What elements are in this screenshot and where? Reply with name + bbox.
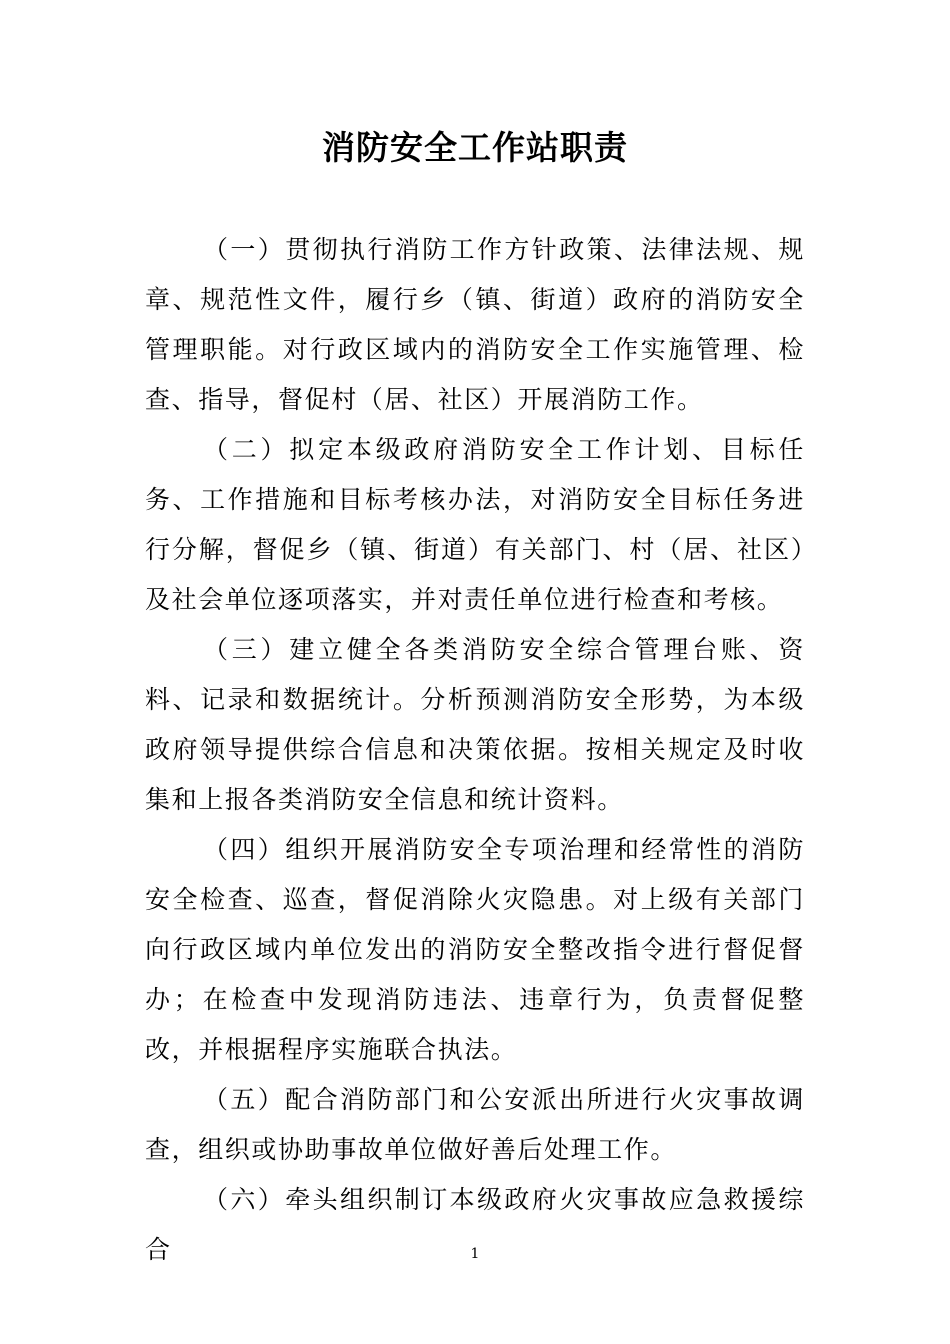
paragraph-2: （二）拟定本级政府消防安全工作计划、目标任务、工作措施和目标考核办法，对消防安全目标任务进行分解，督促乡（镇、街道）有关部门、村（居、社区）及社会单位逐项落实，并对责任单位进行检查和考核。 [145, 435, 805, 614]
paragraph-6: （六）牵头组织制订本级政府火灾事故应急救援综合 [145, 1185, 805, 1264]
paragraph-4: （四）组织开展消防安全专项治理和经常性的消防安全检查、巡查，督促消除火灾隐患。对上级有关部门向行政区域内单位发出的消防安全整改指令进行督促督办；在检查中发现消防违法、违章行为，负责督促整改，并根据程序实施联合执法。 [145, 835, 805, 1064]
paragraph-3: （三）建立健全各类消防安全综合管理台账、资料、记录和数据统计。分析预测消防安全形势，为本级政府领导提供综合信息和决策依据。按相关规定及时收集和上报各类消防安全信息和统计资料。 [145, 635, 805, 814]
document-body [145, 225, 805, 1275]
paragraph-1: （一）贯彻执行消防工作方针政策、法律法规、规章、规范性文件，履行乡（镇、街道）政府的消防安全管理职能。对行政区域内的消防安全工作实施管理、检查、指导，督促村（居、社区）开展消防工作。 [145, 235, 805, 414]
page-number: 1 [470, 1246, 480, 1262]
document-title: 消防安全工作站职责 [322, 128, 628, 167]
paragraph-5: （五）配合消防部门和公安派出所进行火灾事故调查，组织或协助事故单位做好善后处理工作。 [145, 1085, 805, 1164]
